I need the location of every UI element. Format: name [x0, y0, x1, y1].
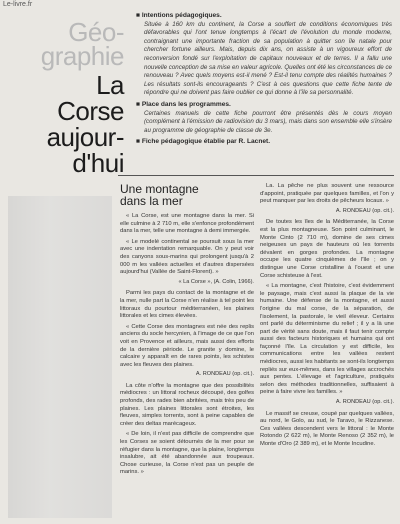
author-heading: ■ Fiche pédagogique établie par R. Lacnet. [136, 138, 271, 146]
section-title [120, 183, 254, 207]
paragraph: Le massif se creuse, coupé par quelques vallées, au nord, le Golo, au sud, le Taravo, le Rizzanese. Ces vallées descendent vers le littoral : le Monte Rotondo (2 622 m), le Monte Renoso (2 352 m), le Monte d'Oro (2 389 m), et le Monte Incudine. [260, 410, 394, 447]
text-column-left [120, 183, 254, 480]
title-line: graphie [40, 41, 124, 71]
citation: A. RONDEAU (op. cit.). [335, 399, 394, 406]
paragraph: La côte n'offre la montagne que des possibilités médiocres : un littoral rocheux découpé, des golfes profonds, des rades bien abritées, mais très peu de plaines. Les plaines littorales sont étroites, les fleuves, simples torrents, sont à peine capables de créer des deltas marécageux. [120, 382, 254, 427]
citation: A. RONDEAU (op. cit.). [335, 207, 394, 214]
objectives-text: Située à 160 km du continent, la Corse a souffert de conditions économiques très défavorables qui l'ont tenue longtemps à l'écart de l'évolution du monde moderne, contraignant une importante fraction de sa population à quitter son île natale pour chercher fortune ailleurs. Mais, depuis dix ans, on assiste à un vigoureux effort de reconversion fondé sur l'exploitation de capitaux nouveaux et de terres. Il a fallu une nouvelle conception de sa mise en valeur agricole. Quelles ont été les circonstances de ce renouveau ? Avec quels moyens est-il mené ? Est-il tenu compte des réalités humaines ? Les résultats sont-ils encourageants ? C'est à ces questions que cette fiche tente de répondre qui ne doivent pas faire oublier ce qui donne à l'île sa personnalité. [144, 20, 392, 97]
paragraph: Parmi les pays du contact de la montagne et de la mer, nulle part la Corse n'en réalise à tel point les littoraux du pourtour méditerranéen, les plaines littorales et les cimes élevées. [120, 290, 254, 320]
place-text: Certaines manuels de cette fiche pourront être présentés dès le cours moyen (complément à l'émission de radiovision du 3 mars), mais dans son ensemble elle s'insère au programme de géographie de classe de 3e. [144, 109, 392, 134]
section-title-line: Une montagne [120, 182, 199, 196]
paragraph: « Cette Corse des montagnes est née des replis anciens du socle hercynien, à l'image de ce que l'on voit en Provence et ailleurs, mais aussi des efforts de la dernière période. Le granite y domine, le calcaire y apparaît en de rares points, les schistes avec les fleuves des plaines. [120, 323, 254, 368]
objectives-heading: ■ Intentions pédagogiques. [136, 12, 222, 19]
paragraph: La. La pêche ne plus souvent une ressource d'appoint, pratiquée par quelques familles, et l'on y peut manquer par les droits de pêcheurs locaux. » [260, 183, 394, 205]
text-column-right [260, 183, 394, 452]
title-line: La [96, 70, 124, 100]
paragraph: « Le modelé continental se poursuit sous la mer avec une indentation remarquable. On y peut voir des canyons sous-marins qui prolongent jusqu'à 2 000 m les vallées actuelles et d'autres dispersées aujourd'hui (Vallée de Saint-Florent). » [120, 238, 254, 276]
intro-block [136, 12, 392, 147]
title-line: d'hui [72, 148, 124, 178]
section-title-line: dans la mer [120, 194, 183, 208]
title-line: Géo- [68, 17, 124, 47]
citation: « La Corse », (A. Colin, 1966). [178, 278, 254, 285]
source-watermark: Le-livre.fr [3, 1, 33, 8]
paragraph: « La Corse, est une montagne dans la mer. Si elle culmine à 2 710 m, elle s'enfonce profondément dans la mer, telle une montagne à demi immergée. [120, 213, 254, 235]
paragraph: De toutes les îles de la Méditerranée, la Corse est la plus montagneuse. Son point culminant, le Monte Cinto (2 710 m), domine de ses cimes neigeuses un pays de hauteurs où les torrents dévalent en gorges profondes. La montagne occupe les quatre cinquièmes de l'île ; on y distingue une Corse cristalline à l'ouest et une Corse schisteuse à l'est. [260, 219, 394, 279]
title-line: aujour- [46, 122, 124, 152]
paragraph: « De loin, il n'est pas difficile de comprendre que les Corses se soient détournés de la mer pour se réfugier dans la montagne, que la plaine, longtemps insalubre, ait été abandonnée aux troupeaux. Chose curieuse, la Corse n'est pas un peuple de marins. » [120, 431, 254, 476]
title-line: Corse [57, 96, 124, 126]
page-title [14, 17, 124, 178]
divider [118, 175, 394, 176]
place-heading: ■ Place dans les programmes. [136, 100, 231, 108]
photo-area [8, 196, 112, 518]
citation: A. RONDEAU (op. cit.). [195, 371, 254, 378]
paragraph: « La montagne, c'est l'histoire, c'est évidemment le paysage, mais c'est aussi la plaque de la vie humaine. Une défense de la montagne, et aussi l'origine du mal corse, de la séparation, de l'isolement, la pastorale, le vieil éleveur. Certains ont parlé du déterminisme du relief ; il y a là une part de vérité sans doute, mais il faut tenir compte aussi des facteurs historiques et humains qui ont façonné l'île. La circulation y est difficile, les communications entre les vallées restent médiocres, aussi les habitants se sont-ils longtemps repliés sur eux-mêmes, dans les villages accrochés aux pentes. L'élevage et l'agriculture, pratiqués selon des méthodes traditionnelles, suffisaient à peine à faire vivre les familles. » [260, 283, 394, 396]
